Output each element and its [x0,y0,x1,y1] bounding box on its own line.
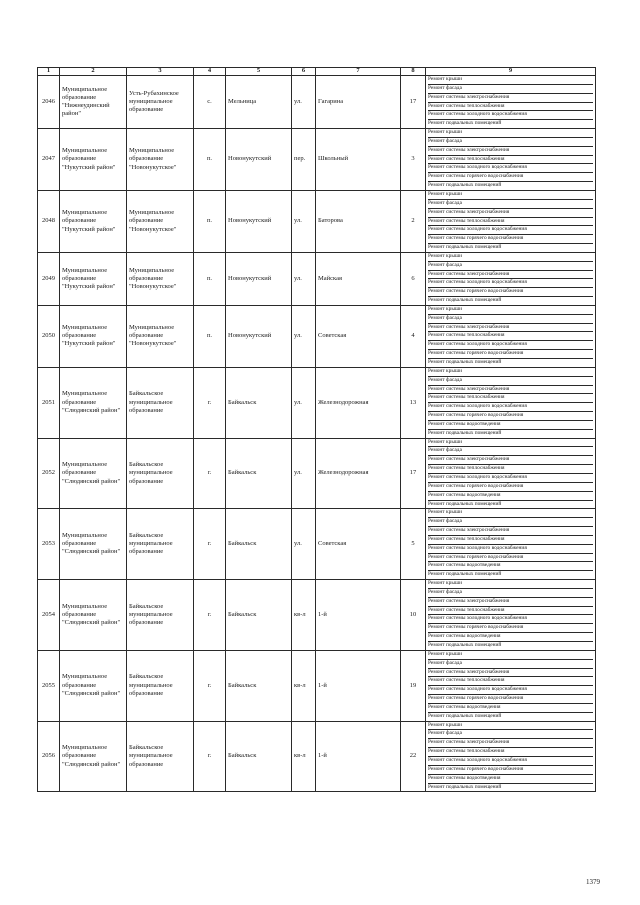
work-item: Ремонт системы электроснабжения [428,527,593,536]
work-item: Ремонт системы холодного водоснабжения [428,111,593,120]
work-list-cell [426,438,596,509]
work-item: Ремонт крыши [428,253,593,262]
district-cell: Муниципальное образование "Нукутский район" [60,129,127,191]
place-type-cell: г. [194,367,226,438]
work-item: Ремонт системы электроснабжения [428,598,593,607]
settlement-cell: Новонукутский [226,129,292,191]
work-item: Ремонт крыши [428,651,593,660]
work-item: Ремонт системы горячего водоснабжения [428,766,593,775]
work-item: Ремонт системы электроснабжения [428,94,593,103]
work-item: Ремонт подвальных помещений [428,783,502,790]
street-cell: Баторова [316,190,401,252]
work-item: Ремонт подвальных помещений [428,571,502,578]
work-item: Ремонт фасада [428,315,593,324]
place-type-cell: г. [194,650,226,721]
settlement-cell: Байкальск [226,721,292,792]
work-item: Ремонт системы горячего водоснабжения [428,235,593,244]
work-list-cell [426,305,596,367]
work-item: Ремонт фасада [428,200,593,209]
table-row [38,721,596,792]
work-item: Ремонт системы теплоснабжения [428,536,593,545]
work-item: Ремонт фасада [428,660,593,669]
work-item: Ремонт подвальных помещений [428,500,502,507]
work-item: Ремонт крыши [428,580,593,589]
work-item: Ремонт системы горячего водоснабжения [428,412,593,421]
work-list-cell [426,580,596,651]
work-item: Ремонт системы холодного водоснабжения [428,474,593,483]
house-number-cell: 4 [401,305,426,367]
district-cell: Муниципальное образование "Слюдянский район" [60,721,127,792]
work-item: Ремонт системы электроснабжения [428,209,593,218]
district-cell: Муниципальное образование "Слюдянский район" [60,509,127,580]
work-item: Ремонт системы горячего водоснабжения [428,350,593,359]
table-row [38,252,596,305]
house-number-cell: 3 [401,129,426,191]
district-cell: Муниципальное образование "Нукутский район" [60,190,127,252]
place-type-cell: п. [194,252,226,305]
work-item: Ремонт фасада [428,85,593,94]
work-item: Ремонт системы холодного водоснабжения [428,341,593,350]
work-item: Ремонт системы горячего водоснабжения [428,288,593,297]
settlement-cell: Байкальск [226,438,292,509]
work-item: Ремонт системы водоотведения [428,704,593,713]
house-number-cell: 5 [401,509,426,580]
place-type-cell: г. [194,438,226,509]
street-cell: Школьный [316,129,401,191]
column-header: 2 [60,68,127,76]
work-list-cell [426,721,596,792]
column-header: 1 [38,68,60,76]
municipality-cell: Байкальское муниципальное образование [127,650,194,721]
street-type-cell: кв-л [292,650,316,721]
place-type-cell: п. [194,305,226,367]
place-type-cell: г. [194,509,226,580]
row-number: 2052 [38,438,60,509]
street-cell: Железнодорожная [316,438,401,509]
work-list-cell [426,129,596,191]
settlement-cell: Байкальск [226,509,292,580]
work-item: Ремонт системы электроснабжения [428,739,593,748]
work-item: Ремонт системы водоотведения [428,633,593,642]
district-cell: Муниципальное образование "Слюдянский район" [60,367,127,438]
work-item: Ремонт системы холодного водоснабжения [428,686,593,695]
street-cell: Советская [316,509,401,580]
table-row [38,509,596,580]
work-item: Ремонт крыши [428,722,593,731]
work-item: Ремонт системы теплоснабжения [428,607,593,616]
district-cell: Муниципальное образование "Слюдянский район" [60,438,127,509]
district-cell: Муниципальное образование "Слюдянский район" [60,650,127,721]
work-item: Ремонт системы горячего водоснабжения [428,695,593,704]
work-item: Ремонт подвальных помещений [428,429,502,436]
table-row [38,580,596,651]
place-type-cell: п. [194,190,226,252]
work-item: Ремонт системы холодного водоснабжения [428,164,593,173]
row-number: 2048 [38,190,60,252]
work-item: Ремонт системы водоотведения [428,562,593,571]
street-cell: Майская [316,252,401,305]
street-type-cell: ул. [292,509,316,580]
district-cell: Муниципальное образование "Нижнеудинский район" [60,76,127,129]
column-header: 7 [316,68,401,76]
row-number: 2053 [38,509,60,580]
street-cell: 1-й [316,650,401,721]
district-cell: Муниципальное образование "Слюдянский район" [60,580,127,651]
street-cell: 1-й [316,580,401,651]
work-item: Ремонт системы теплоснабжения [428,465,593,474]
house-number-cell: 22 [401,721,426,792]
work-list-cell [426,76,596,129]
work-item: Ремонт системы горячего водоснабжения [428,624,593,633]
municipality-cell: Байкальское муниципальное образование [127,509,194,580]
work-item: Ремонт системы теплоснабжения [428,748,593,757]
row-number: 2046 [38,76,60,129]
column-header: 8 [401,68,426,76]
table-row [38,438,596,509]
settlement-cell: Новонукутский [226,305,292,367]
work-item: Ремонт крыши [428,129,593,138]
work-item: Ремонт системы теплоснабжения [428,218,593,227]
work-item: Ремонт системы теплоснабжения [428,394,593,403]
work-item: Ремонт подвальных помещений [428,244,502,251]
work-item: Ремонт крыши [428,191,593,200]
work-item: Ремонт системы теплоснабжения [428,103,593,112]
place-type-cell: с. [194,76,226,129]
column-number-row [38,68,596,76]
work-item: Ремонт системы водоотведения [428,775,593,784]
street-type-cell: ул. [292,367,316,438]
work-list-cell [426,509,596,580]
row-number: 2047 [38,129,60,191]
municipality-cell: Усть-Рубахинское муниципальное образование [127,76,194,129]
settlement-cell: Новонукутский [226,190,292,252]
work-item: Ремонт фасада [428,377,593,386]
district-cell: Муниципальное образование "Нукутский район" [60,305,127,367]
row-number: 2051 [38,367,60,438]
settlement-cell: Байкальск [226,367,292,438]
work-item: Ремонт фасада [428,447,593,456]
house-number-cell: 17 [401,438,426,509]
work-item: Ремонт подвальных помещений [428,712,502,719]
row-number: 2055 [38,650,60,721]
work-item: Ремонт системы холодного водоснабжения [428,545,593,554]
column-header: 4 [194,68,226,76]
work-item: Ремонт фасада [428,262,593,271]
column-header: 3 [127,68,194,76]
table-body [38,76,596,792]
municipality-cell: Байкальское муниципальное образование [127,580,194,651]
row-number: 2054 [38,580,60,651]
work-item: Ремонт подвальных помещений [428,642,502,648]
work-item: Ремонт системы теплоснабжения [428,332,593,341]
municipality-cell: Муниципальное образование "Новонукутское" [127,129,194,191]
street-cell: Гагарина [316,76,401,129]
table-row [38,305,596,367]
house-number-cell: 6 [401,252,426,305]
house-number-cell: 19 [401,650,426,721]
house-number-cell: 2 [401,190,426,252]
work-item: Ремонт системы горячего водоснабжения [428,173,593,182]
municipality-cell: Байкальское муниципальное образование [127,721,194,792]
settlement-cell: Мельница [226,76,292,129]
work-item: Ремонт крыши [428,306,593,315]
table-row [38,367,596,438]
street-type-cell: ул. [292,190,316,252]
work-item: Ремонт системы электроснабжения [428,324,593,333]
place-type-cell: г. [194,721,226,792]
work-list-cell [426,367,596,438]
municipality-cell: Байкальское муниципальное образование [127,367,194,438]
work-item: Ремонт крыши [428,509,593,518]
column-header: 9 [426,68,596,76]
work-item: Ремонт системы теплоснабжения [428,156,593,165]
street-type-cell: ул. [292,438,316,509]
settlement-cell: Байкальск [226,650,292,721]
column-header: 6 [292,68,316,76]
work-item: Ремонт системы теплоснабжения [428,677,593,686]
work-item: Ремонт системы холодного водоснабжения [428,615,593,624]
work-item: Ремонт системы электроснабжения [428,147,593,156]
work-item: Ремонт системы электроснабжения [428,271,593,280]
work-list-cell [426,252,596,305]
work-item: Ремонт фасада [428,518,593,527]
house-number-cell: 13 [401,367,426,438]
work-list-cell [426,650,596,721]
house-number-cell: 10 [401,580,426,651]
street-cell: Советская [316,305,401,367]
work-item: Ремонт системы холодного водоснабжения [428,403,593,412]
row-number: 2049 [38,252,60,305]
work-item: Ремонт подвальных помещений [428,359,502,365]
street-type-cell: ул. [292,252,316,305]
municipality-cell: Муниципальное образование "Новонукутское" [127,190,194,252]
repair-program-table [37,67,596,792]
municipality-cell: Муниципальное образование "Новонукутское" [127,305,194,367]
work-item: Ремонт системы холодного водоснабжения [428,226,593,235]
row-number: 2056 [38,721,60,792]
street-type-cell: кв-л [292,580,316,651]
work-list-cell [426,190,596,252]
page-number: 1379 [586,878,600,886]
street-cell: Железнодорожная [316,367,401,438]
work-item: Ремонт крыши [428,368,593,377]
street-type-cell: пер. [292,129,316,191]
settlement-cell: Байкальск [226,580,292,651]
table-row [38,129,596,191]
street-cell: 1-й [316,721,401,792]
table-row [38,190,596,252]
work-item: Ремонт системы холодного водоснабжения [428,757,593,766]
row-number: 2050 [38,305,60,367]
work-item: Ремонт системы электроснабжения [428,456,593,465]
table-row [38,76,596,129]
work-item: Ремонт системы горячего водоснабжения [428,554,593,563]
house-number-cell: 17 [401,76,426,129]
street-type-cell: кв-л [292,721,316,792]
municipality-cell: Муниципальное образование "Новонукутское" [127,252,194,305]
work-item: Ремонт фасада [428,138,593,147]
work-item: Ремонт системы электроснабжения [428,386,593,395]
column-header: 5 [226,68,292,76]
municipality-cell: Байкальское муниципальное образование [127,438,194,509]
place-type-cell: п. [194,129,226,191]
district-cell: Муниципальное образование "Нукутский район" [60,252,127,305]
street-type-cell: ул. [292,305,316,367]
work-item: Ремонт фасада [428,589,593,598]
work-item: Ремонт крыши [428,76,593,85]
work-item: Ремонт системы электроснабжения [428,669,593,678]
work-item: Ремонт системы водоотведения [428,492,593,501]
work-item: Ремонт системы горячего водоснабжения [428,483,593,492]
settlement-cell: Новонукутский [226,252,292,305]
table-row [38,650,596,721]
work-item: Ремонт подвальных помещений [428,182,502,189]
work-item: Ремонт подвальных помещений [428,297,502,304]
work-item: Ремонт подвальных помещений [428,120,502,127]
place-type-cell: г. [194,580,226,651]
work-item: Ремонт системы холодного водоснабжения [428,279,593,288]
work-item: Ремонт системы водоотведения [428,421,593,430]
work-item: Ремонт крыши [428,439,593,448]
street-type-cell: ул. [292,76,316,129]
work-item: Ремонт фасада [428,730,593,739]
